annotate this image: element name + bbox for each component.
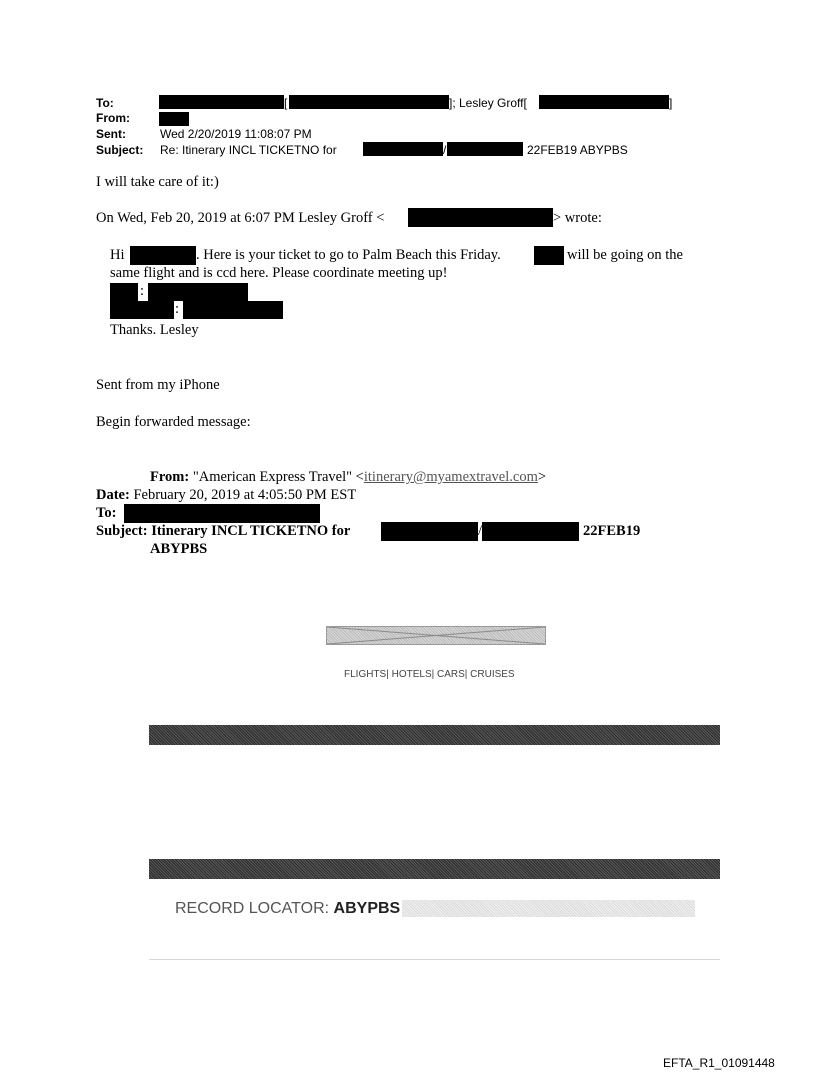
reply-line: I will take care of it:) [96,174,219,190]
redaction [183,301,283,319]
fwd-subject-label: Subject: [96,523,148,539]
amex-nav-links[interactable]: FLIGHTS| HOTELS| CARS| CRUISES [344,669,515,680]
to-recipient-name: ; Lesley Groff [452,96,524,110]
section-divider [149,959,720,960]
on-line-suffix: > wrote: [553,210,602,226]
quoted-line1-mid: . Here is your ticket to go to Palm Beach this Friday. [196,247,501,263]
redaction [110,301,174,319]
document-id: EFTA_R1_01091448 [663,1056,775,1070]
redaction [408,208,553,227]
fwd-from-label: From: [150,469,190,485]
record-locator-shading [402,900,695,917]
redaction [159,112,189,126]
subject-label: Subject: [96,143,144,157]
from-label: From: [96,111,130,125]
fwd-date-label: Date: [96,487,130,503]
fwd-from-email-link[interactable]: itinerary@myamextravel.com [363,469,538,485]
to-label: To: [96,96,114,110]
redaction [124,504,320,523]
fwd-from-close: > [537,469,547,485]
broken-image-icon [327,627,545,644]
quoted-line1-end: will be going on the [567,247,683,263]
begin-forwarded-line: Begin forwarded message: [96,414,251,430]
sent-label: Sent: [96,127,126,141]
subject-slash: / [443,143,447,157]
fwd-subject-suffix [583,523,640,540]
fwd-date-row [96,487,356,504]
redaction [289,95,449,109]
fwd-subject-prefix: Itinerary INCL TICKETNO for [151,523,351,539]
fwd-subject-slash: / [478,523,483,539]
redaction [381,522,478,541]
fwd-subject-code: ABYPBS [150,541,208,557]
record-locator-value: ABYPBS [333,900,401,917]
to-middle-text: ]; Lesley Groff[ [449,96,527,110]
redaction [159,95,284,109]
amex-banner-top [149,725,720,745]
sent-value: Wed 2/20/2019 11:08:07 PM [160,127,312,141]
redaction [130,246,196,265]
fwd-subject-date: 22FEB19 [583,523,641,539]
redaction [482,522,579,541]
bracket-close: ] [669,96,673,110]
subject-prefix: Re: Itinerary INCL TICKETNO for [160,143,337,157]
redaction [110,283,138,301]
broken-image-placeholder [326,626,546,645]
thanks-line: Thanks. Lesley [110,322,199,338]
redaction [534,246,564,265]
quoted-hi: Hi [110,247,125,263]
redaction [148,283,248,301]
record-locator [175,900,400,918]
redaction [539,95,669,109]
redaction [363,142,443,156]
redaction [447,142,523,156]
record-locator-label: RECORD LOCATOR: [175,900,334,917]
colon-2: : [175,301,180,317]
fwd-to-label: To: [96,505,117,521]
colon-1: : [140,283,145,299]
fwd-subject-row [96,523,350,540]
on-line-prefix: On Wed, Feb 20, 2019 at 6:07 PM Lesley Groff < [96,210,385,226]
fwd-date-value: February 20, 2019 at 4:05:50 PM EST [133,487,357,503]
amex-banner-middle [149,859,720,879]
fwd-from-row [150,469,546,486]
bracket-open: [ [284,96,288,110]
quoted-line2: same flight and is ccd here. Please coordinate meeting up! [110,265,448,281]
subject-suffix: 22FEB19 ABYPBS [527,143,628,157]
fwd-from-name: "American Express Travel" < [192,469,364,485]
sent-from-line: Sent from my iPhone [96,377,220,393]
fwd-subject-line2 [150,541,207,558]
fwd-to-row [96,505,116,522]
